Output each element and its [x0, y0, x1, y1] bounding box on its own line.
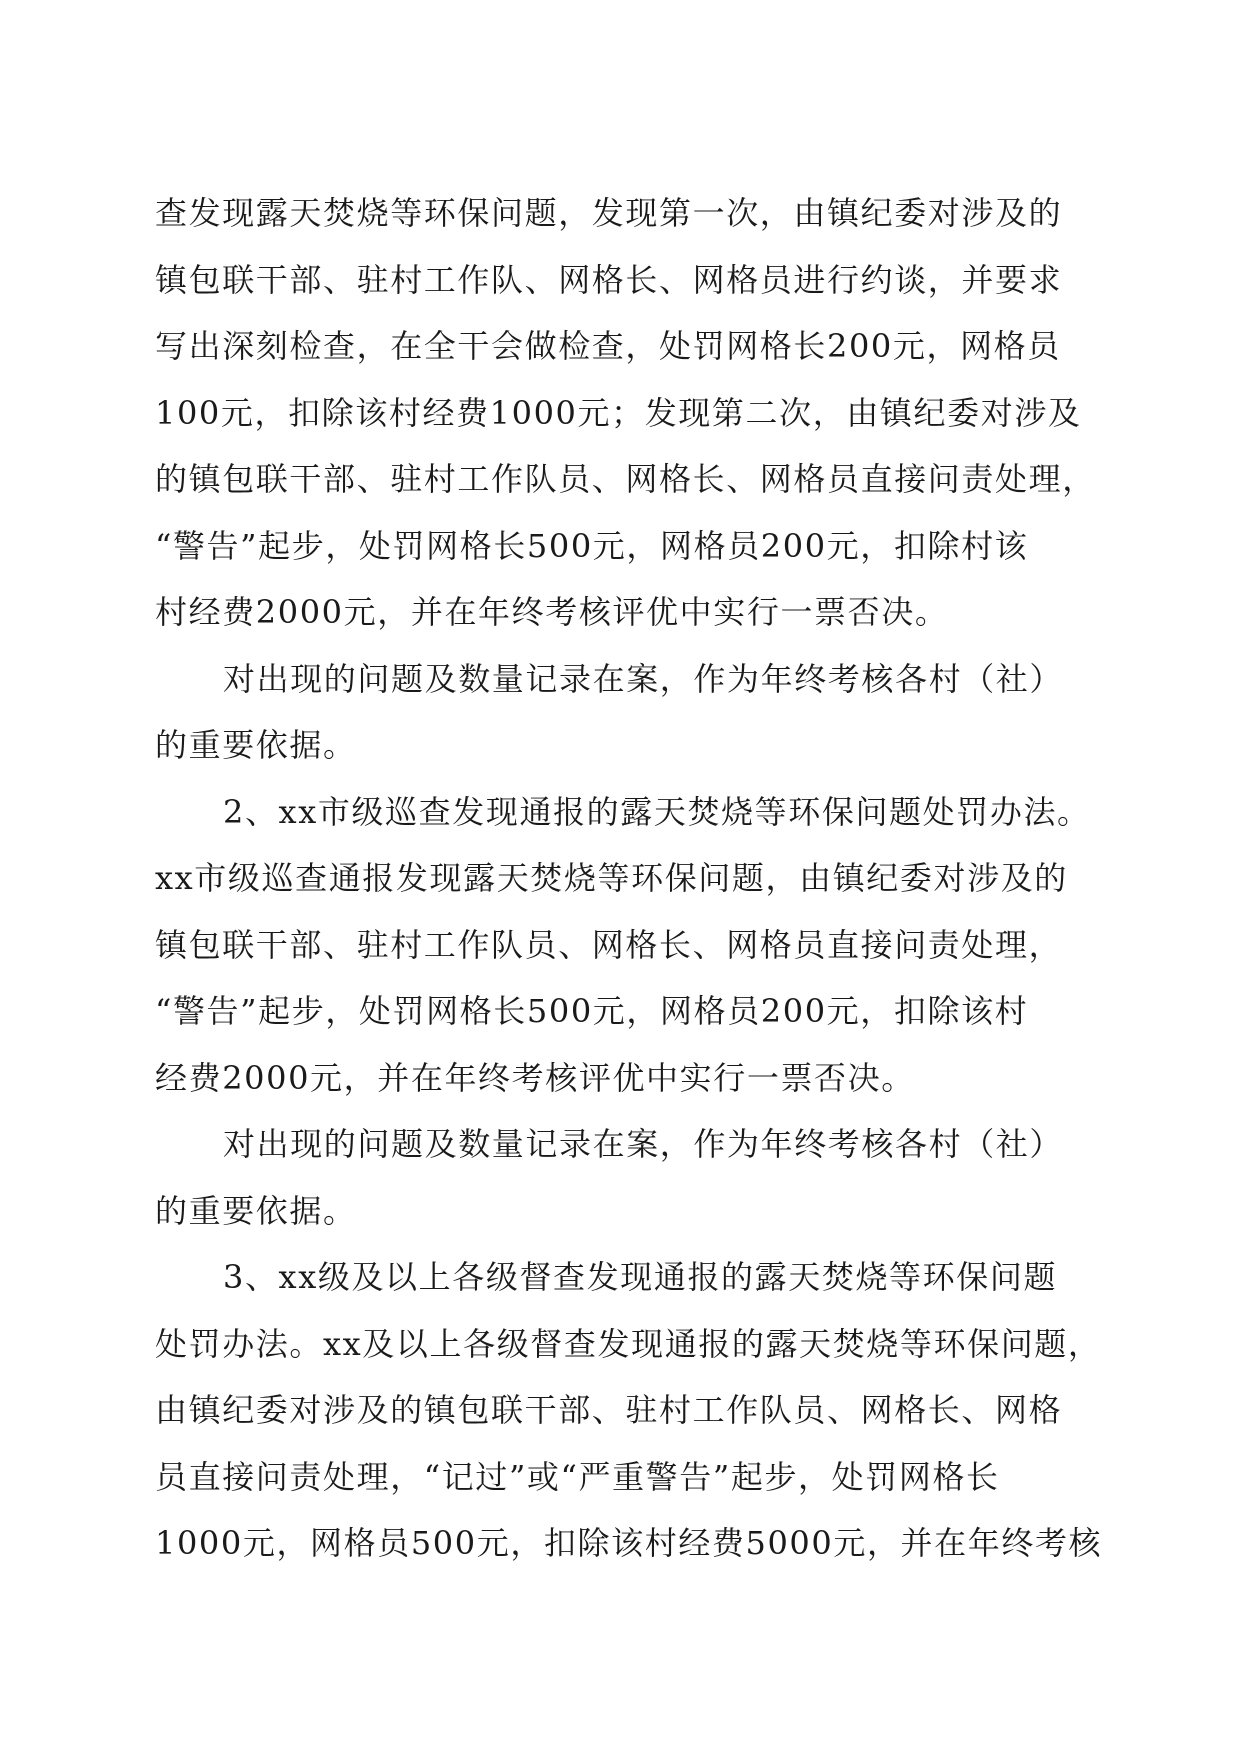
text-line: 处罚办法。xx及以上各级督查发现通报的露天焚烧等环保问题，	[155, 1324, 1102, 1363]
text-line: 写出深刻检查，在全干会做检查，处罚网格长200元，网格员	[155, 327, 1061, 365]
paragraph-start-line: 对出现的问题及数量记录在案，作为年终考核各村（社）	[223, 1125, 1064, 1163]
text-line: xx市级巡查通报发现露天焚烧等环保问题，由镇纪委对涉及的	[155, 859, 1068, 897]
text-line: 村经费2000元，并在年终考核评优中实行一票否决。	[155, 593, 949, 631]
document-body	[155, 180, 1103, 1577]
section-heading-line: 2、xx市级巡查发现通报的露天焚烧等环保问题处罚办法。	[223, 792, 1091, 831]
text-line: 由镇纪委对涉及的镇包联干部、驻村工作队员、网格长、网格	[155, 1391, 1063, 1429]
section-heading-line: 3、xx级及以上各级督查发现通报的露天焚烧等环保问题	[223, 1258, 1058, 1296]
text-line: 员直接问责处理，“记过”或“严重警告”起步，处罚网格长	[155, 1457, 1000, 1496]
text-line: 100元，扣除该村经费1000元；发现第二次，由镇纪委对涉及	[155, 393, 1082, 432]
text-line: 镇包联干部、驻村工作队员、网格长、网格员直接问责处理，	[155, 925, 1063, 964]
text-line: 镇包联干部、驻村工作队、网格长、网格员进行约谈，并要求	[155, 260, 1063, 299]
text-line: 的重要依据。	[155, 1191, 357, 1230]
text-line: 查发现露天焚烧等环保问题，发现第一次，由镇纪委对涉及的	[155, 194, 1063, 232]
text-line: “警告”起步，处罚网格长500元，网格员200元，扣除村该	[155, 526, 1029, 565]
paragraph-start-line: 对出现的问题及数量记录在案，作为年终考核各村（社）	[223, 659, 1064, 698]
text-line: 1000元，网格员500元，扣除该村经费5000元，并在年终考核	[155, 1524, 1103, 1562]
text-line: “警告”起步，处罚网格长500元，网格员200元，扣除该村	[155, 992, 1029, 1030]
text-line: 经费2000元，并在年终考核评优中实行一票否决。	[155, 1058, 915, 1097]
text-line: 的重要依据。	[155, 726, 357, 764]
text-line: 的镇包联干部、驻村工作队员、网格长、网格员直接问责处理，	[155, 460, 1096, 498]
